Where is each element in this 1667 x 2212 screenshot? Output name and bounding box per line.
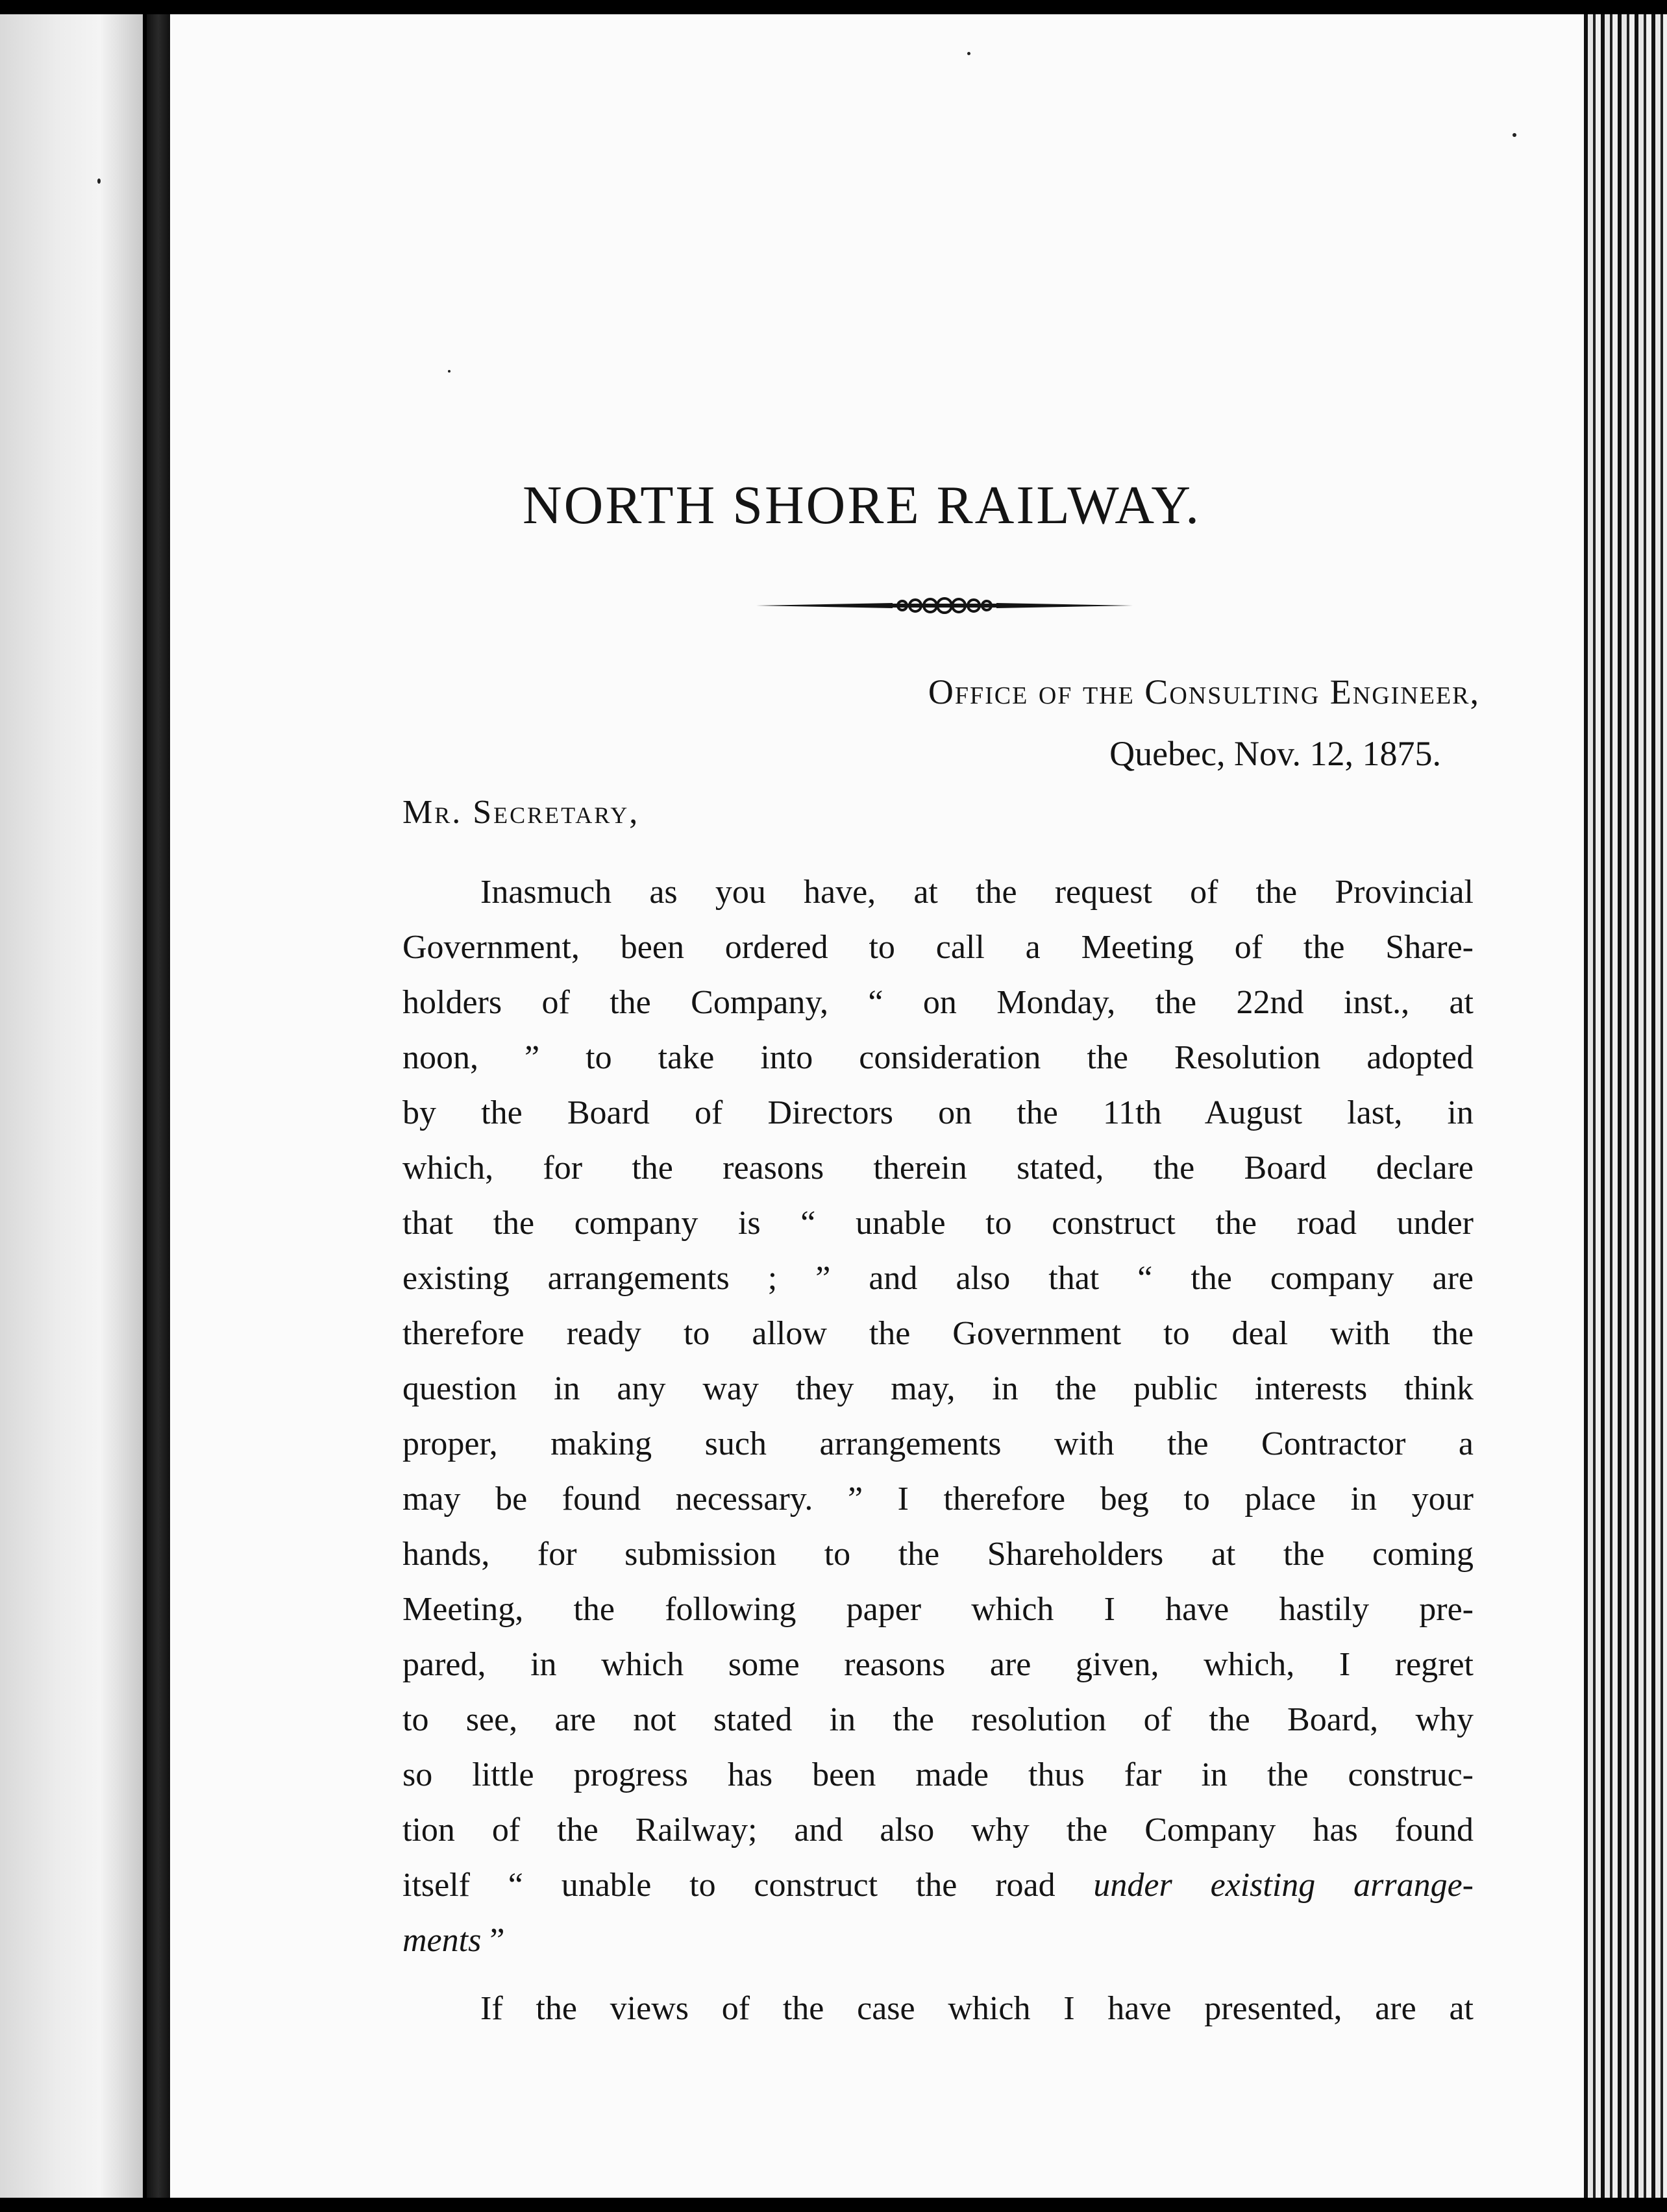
office-heading: Office of the Consulting Engineer, — [928, 672, 1480, 711]
body-line: holders of the Company, “ on Monday, the 22nd inst., at — [402, 984, 1474, 1021]
salutation: Mr. Secretary, — [402, 794, 640, 831]
facing-page-edge — [0, 0, 143, 2212]
body-line: may be found necessary. ” I therefore beg to place in your — [402, 1481, 1474, 1518]
binding-gutter — [147, 0, 170, 2212]
body-line: to see, are not stated in the resolution of the Board, why — [402, 1701, 1474, 1738]
body-line: that the company is “ unable to construct the road under — [402, 1205, 1474, 1242]
body-text-italic: under existing arrange- — [1093, 1867, 1474, 1904]
scan-border-top — [0, 0, 1667, 14]
body-line: noon, ” to take into consideration the Resolution adopted — [402, 1039, 1474, 1076]
page-stack-edge — [1584, 0, 1667, 2212]
body-line: pared, in which some reasons are given, which, I regret — [402, 1646, 1474, 1683]
body-line: Meeting, the following paper which I have hastily pre- — [402, 1591, 1474, 1628]
body-line: by the Board of Directors on the 11th August last, in — [402, 1094, 1474, 1131]
ornament-divider — [756, 594, 1133, 617]
body-line: question in any way they may, in the public interests think — [402, 1370, 1474, 1407]
dateline: Quebec, Nov. 12, 1875. — [1109, 734, 1441, 773]
body-line: therefore ready to allow the Government to deal with the — [402, 1315, 1474, 1352]
page-title: NORTH SHORE RAILWAY. — [523, 475, 1202, 535]
body-line: If the views of the case which I have presented, are at — [480, 1990, 1474, 2027]
body-text-plain: itself “ unable to construct the road — [402, 1867, 1094, 1904]
body-line: so little progress has been made thus far in the construc- — [402, 1756, 1474, 1793]
body-line: existing arrangements ; ” and also that “ the company are — [402, 1260, 1474, 1297]
body-line: hands, for submission to the Shareholders at the coming — [402, 1536, 1474, 1573]
body-text-plain: ” — [481, 1922, 505, 1959]
body-line: which, for the reasons therein stated, the Board declare — [402, 1149, 1474, 1186]
body-line: Inasmuch as you have, at the request of the Provincial — [480, 874, 1474, 911]
body-line-mixed — [402, 1866, 1474, 1905]
body-text-italic: ments — [402, 1922, 482, 1959]
body-line: proper, making such arrangements with the Contractor a — [402, 1425, 1474, 1462]
body-line: tion of the Railway; and also why the Company has found — [402, 1812, 1474, 1849]
body-line-mixed — [402, 1921, 1474, 1960]
body-line: Government, been ordered to call a Meeting of the Share- — [402, 929, 1474, 966]
scan-border-bottom — [0, 2198, 1667, 2212]
